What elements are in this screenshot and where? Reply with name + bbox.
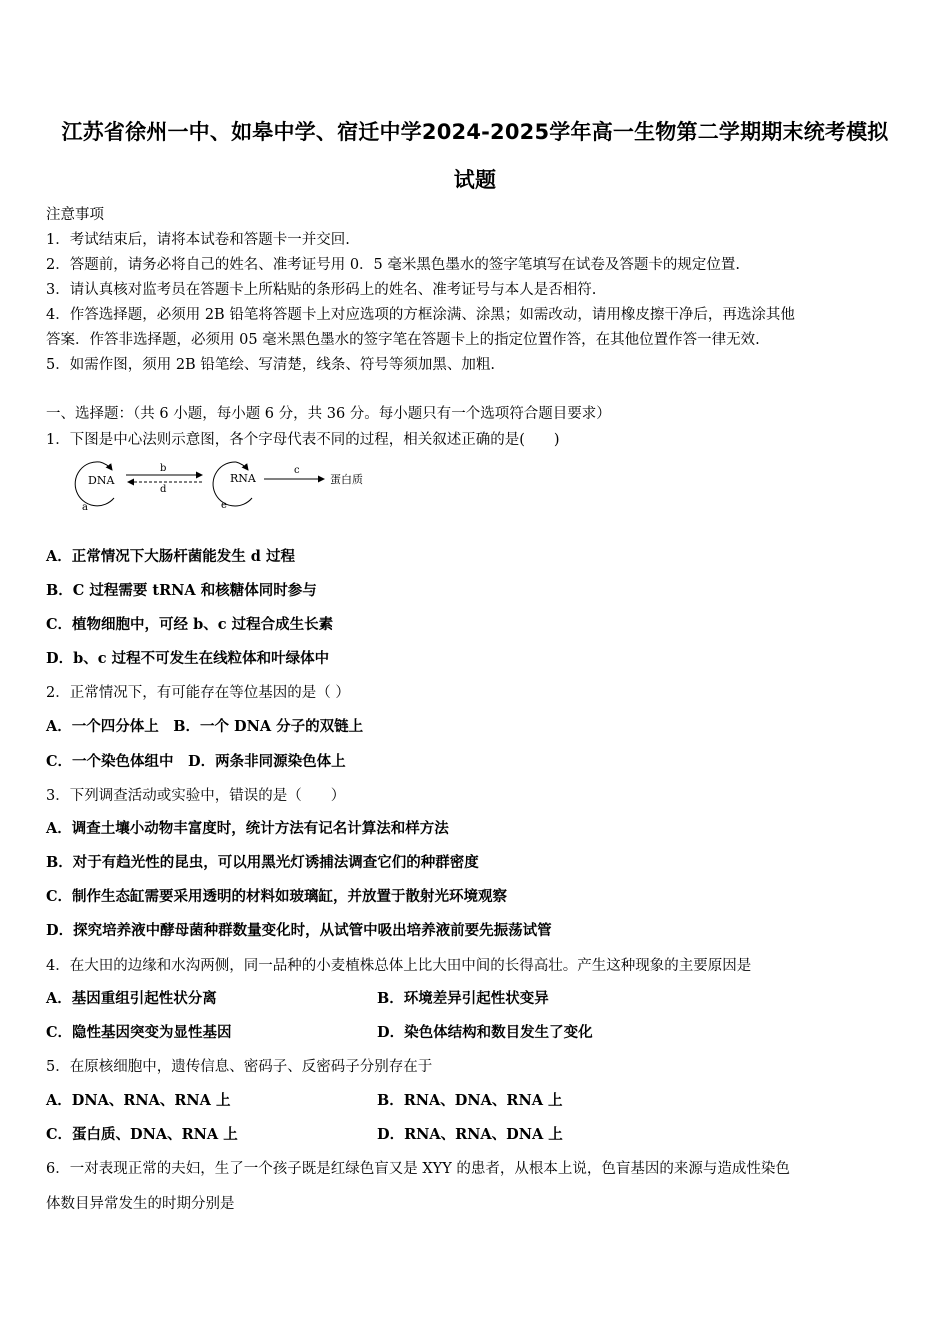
question-4-option-b: B．环境差异引起性状变异 <box>377 990 549 1007</box>
rna-label: RNA <box>230 472 256 485</box>
question-1-option-c: C．植物细胞中，可经 b、c 过程合成生长素 <box>46 616 334 633</box>
question-5-stem: 5．在原核细胞中，遗传信息、密码子、反密码子分别存在于 <box>46 1059 433 1075</box>
question-5-option-a: A．DNA、RNA、RNA 上 <box>46 1092 231 1109</box>
label-b: b <box>160 463 167 474</box>
question-5-option-d: D．RNA、RNA、DNA 上 <box>377 1126 563 1143</box>
question-4-stem: 4．在大田的边缘和水沟两侧，同一品种的小麦植株总体上比大田中间的长得高壮。产生这种现象的主要原因是 <box>46 958 752 974</box>
question-3-option-d: D．探究培养液中酵母菌种群数量变化时，从试管中吸出培养液前要先振荡试管 <box>46 922 552 939</box>
question-6-stem-line2: 体数目异常发生的时期分别是 <box>46 1196 235 1212</box>
section-heading: 一、选择题：（共 6 小题，每小题 6 分，共 36 分。每小题只有一个选项符合题目要求） <box>46 406 611 422</box>
label-d: d <box>160 484 167 495</box>
question-3-option-a: A．调查土壤小动物丰富度时，统计方法有记名计算法和样方法 <box>46 820 449 837</box>
notice-item: 3．请认真核对监考员在答题卡上所粘贴的条形码上的姓名、准考证号与本人是否相符. <box>46 282 597 298</box>
protein-label: 蛋白质 <box>330 473 363 486</box>
notice-item: 1．考试结束后，请将本试卷和答题卡一并交回. <box>46 232 350 248</box>
notice-heading: 注意事项 <box>46 207 104 223</box>
question-4-option-c: C．隐性基因突变为显性基因 <box>46 1024 232 1041</box>
exam-title-line2: 试题 <box>453 168 497 192</box>
question-6-stem-line1: 6．一对表现正常的夫妇，生了一个孩子既是红绿色盲又是 XYY 的患者，从根本上说，色盲基因的来源与造成性染色 <box>46 1161 790 1177</box>
label-a: a <box>82 502 88 513</box>
notice-item: 4．作答选择题，必须用 2B 铅笔将答题卡上对应选项的方框涂满、涂黑；如需改动，请用橡皮擦干净后，再选涂其他 <box>46 307 795 323</box>
question-4-option-a: A．基因重组引起性状分离 <box>46 990 217 1007</box>
notice-item: 5．如需作图，须用 2B 铅笔绘、写清楚，线条、符号等须加黑、加粗. <box>46 357 495 373</box>
question-3-stem: 3．下列调查活动或实验中，错误的是（ ） <box>46 788 346 804</box>
question-2-options-ab: A．一个四分体上 B．一个 DNA 分子的双链上 <box>46 718 364 735</box>
question-1-option-b: B．C 过程需要 tRNA 和核糖体同时参与 <box>46 582 317 599</box>
question-1-stem: 1．下图是中心法则示意图，各个字母代表不同的过程，相关叙述正确的是( ) <box>46 432 560 448</box>
notice-item: 2．答题前，请务必将自己的姓名、准考证号用 0．5 毫米黑色墨水的签字笔填写在试卷及答题卡的规定位置. <box>46 257 740 273</box>
dna-label: DNA <box>88 474 115 487</box>
question-3-option-b: B．对于有趋光性的昆虫，可以用黑光灯诱捕法调查它们的种群密度 <box>46 854 479 871</box>
question-1-option-a: A．正常情况下大肠杆菌能发生 d 过程 <box>46 548 295 565</box>
label-e: e <box>221 500 227 511</box>
notice-item: 答案．作答非选择题，必须用 05 毫米黑色墨水的签字笔在答题卡上的指定位置作答，在其他位置作答一律无效. <box>46 332 760 348</box>
exam-title-line1: 江苏省徐州一中、如皋中学、宿迁中学2024-2025学年高一生物第二学期期末统考模拟 <box>61 120 889 144</box>
question-4-option-d: D．染色体结构和数目发生了变化 <box>377 1024 593 1041</box>
question-5-option-c: C．蛋白质、DNA、RNA 上 <box>46 1126 238 1143</box>
question-1-option-d: D．b、c 过程不可发生在线粒体和叶绿体中 <box>46 650 330 667</box>
central-dogma-diagram <box>56 452 386 514</box>
question-5-option-b: B．RNA、DNA、RNA 上 <box>377 1092 563 1109</box>
question-2-stem: 2．正常情况下，有可能存在等位基因的是（ ） <box>46 685 350 701</box>
question-2-options-cd: C．一个染色体组中 D．两条非同源染色体上 <box>46 753 346 770</box>
label-c: c <box>294 465 300 476</box>
question-3-option-c: C．制作生态缸需要采用透明的材料如玻璃缸，并放置于散射光环境观察 <box>46 888 508 905</box>
